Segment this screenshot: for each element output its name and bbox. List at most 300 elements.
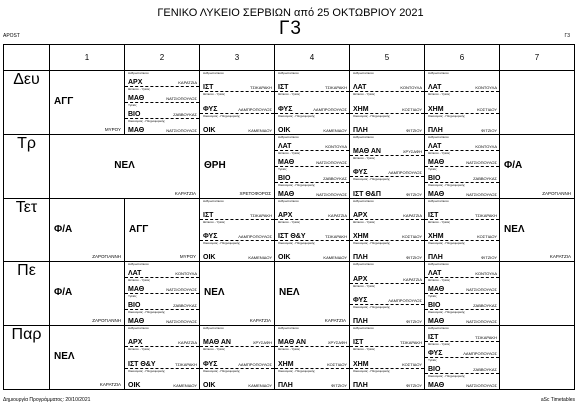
teacher-label: ΤΣΙΚΑΡΑΚΗ	[175, 361, 197, 367]
day-row	[4, 134, 575, 198]
group-label: Θετικών - Υγείας	[428, 150, 450, 155]
group-label: Οικονομίας - Πληροφορικής	[428, 113, 465, 118]
group-line	[200, 92, 274, 113]
teacher-label: ΚΑΡΑΤΖΙΑ	[403, 212, 422, 218]
group-label: Ανθρωπιστικών	[353, 262, 374, 267]
teacher-label: ΚΟΣΤΙΔΟΥ	[327, 361, 347, 367]
single-lesson	[125, 199, 199, 262]
split-lesson	[425, 135, 499, 198]
day-row	[4, 71, 575, 135]
group-line	[125, 103, 199, 119]
teacher-label: ΚΑΡΑΤΖΙΑ	[178, 79, 197, 85]
split-lesson	[125, 326, 199, 389]
single-lesson	[50, 199, 124, 262]
day-row	[4, 262, 575, 326]
group-line	[125, 71, 199, 87]
period-header: 5	[350, 45, 425, 71]
teacher-label: ΚΟΝΤΟΥΛΑ	[475, 271, 497, 277]
single-lesson	[275, 262, 349, 325]
subject-label: ΧΗΜ	[353, 233, 369, 241]
group-label: Ανθρωπιστικών	[128, 262, 149, 267]
teacher-label: ΖΑΒΒΟΥΚΑΣ	[473, 303, 497, 309]
group-line	[275, 92, 349, 113]
group-label: Οικονομίας - Πληροφορικής	[278, 182, 315, 187]
teacher-label: ΚΟΣΤΙΔΟΥ	[477, 106, 497, 112]
teacher-label: ΝΑΤΣΙΟΠΟΥΛΟΣ	[166, 95, 197, 101]
teacher-label: ΧΡΥΣΑΦΗ	[252, 340, 272, 346]
lesson-cell[interactable]	[50, 198, 125, 262]
group-label: Υγείας	[428, 166, 437, 171]
subject-label: ΟΙΚ	[203, 126, 216, 134]
teacher-label: ΚΑΜΕΝΙΔΟΥ	[248, 255, 272, 261]
group-label: Οικονομίας - Πληροφορικής	[353, 304, 390, 309]
teacher-label: ΦΙΤΖΙΟΥ	[481, 255, 497, 261]
teacher-label: ΚΑΜΕΝΙΔΟΥ	[323, 255, 347, 261]
subject-label: ΦΥΣ	[203, 105, 218, 113]
group-line	[425, 358, 499, 374]
teacher-label: ΛΑΜΠΡΟΠΟΥΛΟΣ	[238, 234, 272, 240]
group-label: Υγείας	[278, 166, 287, 171]
teacher-label: ΝΑΤΣΙΟΠΟΥΛΟΣ	[466, 191, 497, 197]
teacher-label: ΝΑΤΣΙΟΠΟΥΛΟΣ	[166, 319, 197, 325]
subject-label: ΦΥΣ	[203, 233, 218, 241]
teacher-label: ΛΑΜΠΡΟΠΟΥΛΟΣ	[313, 106, 347, 112]
teacher-label: ΛΑΜΠΡΟΠΟΥΛΟΣ	[238, 361, 272, 367]
top-left-label: APOST	[3, 33, 20, 39]
group-label: Θετικών - Υγείας	[278, 92, 300, 97]
teacher-label: ΖΑΒΒΟΥΚΑΣ	[473, 175, 497, 181]
teacher-label: ΚΑΜΕΝΙΔΟΥ	[323, 127, 347, 133]
lesson-cell[interactable]	[50, 71, 125, 135]
class-title: Γ3	[278, 18, 303, 39]
group-label: Θετικών - Υγείας	[128, 347, 150, 352]
split-lesson	[275, 135, 349, 198]
subject-label: ΠΛΗ	[428, 254, 443, 262]
empty-cell	[500, 326, 575, 390]
subject-label: ΦΥΣ	[353, 169, 368, 177]
single-lesson	[200, 262, 274, 325]
lesson-cell[interactable]	[425, 198, 500, 262]
subject-label: ΜΑΘ	[128, 318, 145, 326]
group-line	[125, 347, 199, 368]
subject-label: Φ/Α	[504, 159, 523, 171]
group-line	[125, 310, 199, 325]
teacher-label: ΧΡΕΤΟΦΟΡΟΣ	[239, 190, 271, 196]
teacher-label: ΖΑΡΟΓΙΑΝΝΗ	[92, 254, 121, 260]
lesson-cell[interactable]	[275, 326, 350, 390]
group-label: Ανθρωπιστικών	[353, 198, 374, 203]
group-line	[425, 278, 499, 294]
teacher-label: ΚΟΝΤΟΥΛΑ	[475, 143, 497, 149]
group-label: Οικονομίας - Πληροφορικής	[128, 118, 165, 123]
lesson-cell[interactable]	[125, 326, 200, 390]
subject-label: ΜΑΘ	[428, 382, 445, 389]
group-line	[425, 92, 499, 113]
teacher-label: ΦΙΤΖΙΟΥ	[406, 191, 422, 197]
group-label: Υγείας	[428, 358, 437, 363]
subject-label: ΛΑΤ	[128, 270, 142, 278]
group-label: Ανθρωπιστικών	[353, 71, 374, 75]
group-label: Ανθρωπιστικών	[278, 71, 299, 75]
group-line	[425, 135, 499, 151]
subject-label: ΧΗΜ	[428, 233, 444, 241]
group-line	[350, 347, 424, 368]
group-line	[125, 119, 199, 134]
group-line	[350, 262, 424, 283]
subject-label: ΦΥΣ	[203, 360, 218, 368]
split-lesson	[200, 326, 274, 389]
group-label: Θετικών - Υγείας	[278, 150, 300, 155]
subject-label: ΟΙΚ	[128, 381, 141, 389]
teacher-label: ΦΙΤΖΙΟΥ	[406, 319, 422, 325]
split-lesson	[350, 326, 424, 389]
teacher-label: ΖΑΡΟΓΙΑΝΝΗ	[542, 190, 571, 196]
subject-label: ΒΙΟ	[428, 302, 441, 310]
top-right-label: Γ3	[564, 33, 570, 39]
lesson-cell[interactable]	[200, 326, 275, 390]
teacher-label: ΝΑΤΣΙΟΠΟΥΛΟΣ	[316, 191, 347, 197]
subject-label: ΙΣΤ Θ&Υ	[278, 233, 306, 241]
period-header: 1	[50, 45, 125, 71]
footer-software: aSc Timetables	[540, 397, 575, 403]
period-header: 7	[500, 45, 575, 71]
teacher-label: ΝΑΤΣΙΟΠΟΥΛΟΣ	[166, 127, 197, 133]
lesson-cell[interactable]	[350, 71, 425, 135]
subject-label: ΒΙΟ	[428, 366, 441, 374]
teacher-label: ΚΟΣΤΙΔΟΥ	[477, 234, 497, 240]
lesson-cell[interactable]	[50, 134, 200, 198]
group-label: Ανθρωπιστικών	[278, 134, 299, 139]
group-label: Οικονομίας - Πληροφορικής	[428, 241, 465, 246]
teacher-label: ΖΑΒΒΟΥΚΑΣ	[173, 303, 197, 309]
teacher-label: ΚΑΡΑΤΖΙΑ	[178, 340, 197, 346]
teacher-label: ΦΙΤΖΙΟΥ	[406, 255, 422, 261]
day-label: Δευ	[4, 71, 50, 135]
school-title: ΓΕΝΙΚΟ ΛΥΚΕΙΟ ΣΕΡΒΙΩΝ από 25 ΟΚΤΩΒΡΙΟΥ 2021	[157, 7, 424, 19]
group-label: Ανθρωπιστικών	[353, 326, 374, 331]
teacher-label: ΚΟΣΤΙΔΟΥ	[402, 361, 422, 367]
group-label: Ανθρωπιστικών	[203, 71, 224, 75]
group-label: Ανθρωπιστικών	[428, 262, 449, 267]
lesson-cell[interactable]	[425, 71, 500, 135]
subject-label: ΠΛΗ	[353, 126, 368, 134]
teacher-label: ΛΑΜΠΡΟΠΟΥΛΟΣ	[463, 351, 497, 357]
group-line	[425, 310, 499, 325]
teacher-label: ΚΑΜΕΝΙΔΟΥ	[248, 127, 272, 133]
group-label: Ανθρωπιστικών	[428, 134, 449, 139]
subject-label: ΟΙΚ	[278, 126, 291, 134]
lesson-cell[interactable]	[500, 134, 575, 198]
group-label: Οικονομίας - Πληροφορικής	[428, 374, 465, 379]
teacher-label: ΚΟΝΤΟΥΛΑ	[400, 85, 422, 91]
subject-label: ΒΙΟ	[278, 174, 291, 182]
group-label: Ανθρωπιστικών	[203, 198, 224, 203]
lesson-cell[interactable]	[125, 71, 200, 135]
lesson-cell[interactable]	[500, 198, 575, 262]
lesson-cell[interactable]	[350, 198, 425, 262]
subject-label: ΛΑΤ	[278, 142, 292, 150]
group-line	[350, 177, 424, 197]
group-line	[350, 305, 424, 325]
group-label: Θετικών - Υγείας	[278, 347, 300, 352]
group-label: Ανθρωπιστικών	[278, 326, 299, 331]
subject-label: ΙΣΤ	[203, 84, 214, 92]
subject-label: ΝΕΛ	[279, 287, 300, 299]
single-lesson	[50, 262, 124, 325]
teacher-label: ΦΙΤΖΙΟΥ	[331, 382, 347, 388]
subject-label: Φ/Α	[54, 223, 73, 235]
group-label: Ανθρωπιστικών	[128, 71, 149, 75]
lesson-cell[interactable]	[50, 262, 125, 326]
subject-label: ΝΕΛ	[114, 159, 135, 171]
single-lesson	[500, 199, 574, 262]
teacher-label: ΚΑΡΑΤΖΙΑ	[403, 276, 422, 282]
subject-label: ΑΓΓ	[54, 96, 74, 107]
subject-label: ΜΑΘ	[428, 318, 445, 326]
group-line	[125, 87, 199, 103]
lesson-cell[interactable]	[200, 262, 275, 326]
group-line	[275, 114, 349, 134]
period-header: 2	[125, 45, 200, 71]
group-label: Θετικών - Υγείας	[353, 347, 375, 352]
group-line	[200, 241, 274, 261]
lesson-cell[interactable]	[350, 262, 425, 326]
group-label: Θετικών - Υγείας	[428, 278, 450, 283]
teacher-label: ΚΟΝΤΟΥΛΑ	[475, 85, 497, 91]
group-line	[275, 220, 349, 241]
lesson-cell[interactable]	[125, 198, 200, 262]
group-label: Θετικών - Υγείας	[428, 219, 450, 224]
teacher-label: ΚΑΡΑΤΖΙΑ	[249, 318, 271, 324]
teacher-label: ΝΑΤΣΙΟΠΟΥΛΟΣ	[466, 319, 497, 325]
day-label: Παρ	[4, 326, 50, 390]
teacher-label: ΖΑΒΒΟΥΚΑΣ	[473, 367, 497, 373]
teacher-label: ΚΟΝΤΟΥΛΑ	[175, 271, 197, 277]
subject-label: ΜΑΘ	[128, 94, 145, 102]
teacher-label: ΜΥΡΟΥ	[179, 254, 196, 260]
group-line	[200, 347, 274, 368]
group-label: Ανθρωπιστικών	[353, 134, 374, 139]
subject-label: ΒΙΟ	[428, 174, 441, 182]
teacher-label: ΚΟΝΤΟΥΛΑ	[325, 143, 347, 149]
teacher-label: ΚΑΡΑΤΖΙΑ	[549, 254, 571, 260]
teacher-label: ΦΙΤΖΙΟΥ	[481, 127, 497, 133]
lesson-cell[interactable]	[200, 71, 275, 135]
group-line	[425, 151, 499, 167]
group-line	[350, 369, 424, 389]
subject-label: ΑΡΧ	[128, 339, 143, 347]
footer-created: Δημιουργία Προγράμματος: 20/10/2021	[3, 397, 91, 403]
group-line	[425, 220, 499, 241]
subject-label: ΝΕΛ	[54, 351, 75, 363]
split-lesson	[125, 262, 199, 325]
teacher-label: ΚΑΜΕΝΙΔΟΥ	[173, 382, 197, 388]
group-line	[275, 135, 349, 151]
day-row	[4, 326, 575, 390]
group-label: Ανθρωπιστικών	[128, 326, 149, 331]
subject-label: ΑΓΓ	[129, 223, 149, 235]
subject-label: ΙΣΤ	[278, 84, 289, 92]
group-line	[350, 156, 424, 177]
period-header-row	[4, 45, 575, 71]
teacher-label: ΝΑΤΣΙΟΠΟΥΛΟΣ	[466, 383, 497, 388]
subject-label: ΙΣΤ	[203, 211, 214, 219]
teacher-label: ΤΣΙΚΑΡΑΚΗ	[250, 212, 272, 218]
group-line	[200, 114, 274, 134]
group-line	[350, 220, 424, 241]
subject-label: ΒΙΟ	[128, 302, 141, 310]
group-label: Ανθρωπιστικών	[278, 198, 299, 203]
lesson-cell[interactable]	[275, 198, 350, 262]
subject-label: ΠΛΗ	[278, 381, 293, 389]
teacher-label: ΦΙΤΖΙΟΥ	[406, 382, 422, 388]
group-line	[425, 262, 499, 278]
group-line	[425, 374, 499, 389]
subject-label: ΙΣΤ	[428, 211, 439, 219]
group-label: Ανθρωπιστικών	[428, 71, 449, 75]
split-lesson	[425, 262, 499, 325]
subject-label: ΜΑΘ	[428, 190, 445, 198]
split-lesson	[275, 326, 349, 389]
subject-label: ΑΡΧ	[353, 211, 368, 219]
subject-label: ΠΛΗ	[353, 254, 368, 262]
timetable-grid	[3, 44, 575, 390]
group-label: Οικονομίας - Πληροφορικής	[278, 113, 315, 118]
group-line	[275, 199, 349, 220]
teacher-label: ΛΑΜΠΡΟΠΟΥΛΟΣ	[238, 106, 272, 112]
subject-label: ΦΥΣ	[353, 296, 368, 304]
group-line	[350, 135, 424, 156]
lesson-cell[interactable]	[200, 198, 275, 262]
lesson-cell[interactable]	[350, 326, 425, 390]
group-label: Θετικών - Υγείας	[128, 86, 150, 91]
day-label: Πε	[4, 262, 50, 326]
group-line	[350, 326, 424, 347]
subject-label: ΛΑΤ	[428, 142, 442, 150]
lesson-cell[interactable]	[275, 71, 350, 135]
lesson-cell[interactable]	[425, 262, 500, 326]
lesson-cell[interactable]	[350, 134, 425, 198]
group-line	[275, 347, 349, 368]
teacher-label: ΦΙΤΖΙΟΥ	[406, 127, 422, 133]
split-lesson	[200, 71, 274, 134]
split-lesson	[350, 199, 424, 262]
teacher-label: ΤΣΙΚΑΡΑΚΗ	[250, 85, 272, 91]
teacher-label: ΚΑΡΑΤΖΙΑ	[174, 190, 196, 196]
empty-cell	[500, 262, 575, 326]
subject-label: ΜΑΘ ΑΝ	[203, 339, 231, 347]
lesson-cell[interactable]	[275, 262, 350, 326]
lesson-cell[interactable]	[275, 134, 350, 198]
group-label: Θετικών - Υγείας	[203, 347, 225, 352]
teacher-label: ΛΑΜΠΡΟΠΟΥΛΟΣ	[388, 297, 422, 303]
subject-label: ΧΗΜ	[428, 105, 444, 113]
subject-label: ΧΗΜ	[353, 105, 369, 113]
group-label: Ανθρωπιστικών	[203, 326, 224, 331]
group-line	[350, 114, 424, 134]
teacher-label: ΧΡΥΣΑΦΗ	[402, 149, 422, 155]
teacher-label: ΧΡΥΣΑΦΗ	[327, 340, 347, 346]
subject-label: ΜΑΘ ΑΝ	[353, 148, 381, 156]
group-label: Θετικών - Υγείας	[428, 342, 450, 347]
group-line	[275, 151, 349, 167]
teacher-label: ΤΣΙΚΑΡΑΚΗ	[400, 340, 422, 346]
day-label: Τρ	[4, 134, 50, 198]
group-label: Οικονομίας - Πληροφορικής	[128, 310, 165, 315]
group-label: Θετικών - Υγείας	[203, 219, 225, 224]
teacher-label: ΝΑΤΣΙΟΠΟΥΛΟΣ	[466, 287, 497, 293]
group-line	[275, 241, 349, 261]
subject-label: ΛΑΤ	[428, 270, 442, 278]
group-line	[425, 294, 499, 310]
group-line	[425, 71, 499, 92]
corner-cell	[4, 45, 50, 71]
group-line	[350, 284, 424, 305]
subject-label: ΘΡΗ	[204, 159, 226, 171]
day-label: Τετ	[4, 198, 50, 262]
group-line	[200, 199, 274, 220]
subject-label: ΜΑΘ	[128, 126, 145, 134]
lesson-cell[interactable]	[200, 134, 275, 198]
subject-label: ΧΗΜ	[278, 360, 294, 368]
teacher-label: ΝΑΤΣΙΟΠΟΥΛΟΣ	[466, 159, 497, 165]
group-line	[275, 183, 349, 198]
group-line	[275, 167, 349, 183]
group-line	[425, 199, 499, 220]
group-label: Οικονομίας - Πληροφορικής	[128, 368, 165, 373]
group-label: Θετικών - Υγείας	[128, 278, 150, 283]
lesson-cell[interactable]	[425, 326, 500, 390]
subject-label: ΦΥΣ	[278, 105, 293, 113]
subject-label: ΒΙΟ	[128, 110, 141, 118]
group-label: Ανθρωπιστικών	[428, 326, 449, 331]
group-line	[125, 326, 199, 347]
lesson-cell[interactable]	[425, 134, 500, 198]
subject-label: ΙΣΤ	[428, 334, 439, 342]
subject-label: ΑΡΧ	[128, 78, 143, 86]
teacher-label: ΤΣΙΚΑΡΑΚΗ	[475, 335, 497, 341]
single-lesson	[50, 71, 124, 134]
lesson-cell[interactable]	[50, 326, 125, 390]
subject-label: ΟΙΚ	[203, 381, 216, 389]
group-line	[275, 369, 349, 389]
empty-cell	[500, 71, 575, 135]
group-label: Υγείας	[428, 294, 437, 299]
group-label: Οικονομίας - Πληροφορικής	[428, 182, 465, 187]
subject-label: Φ/Α	[54, 287, 73, 299]
teacher-label: ΝΑΤΣΙΟΠΟΥΛΟΣ	[316, 159, 347, 165]
group-label: Θετικών - Υγείας	[428, 92, 450, 97]
teacher-label: ΚΟΣΤΙΔΟΥ	[402, 106, 422, 112]
teacher-label: ΜΥΡΟΥ	[104, 126, 121, 132]
lesson-cell[interactable]	[125, 262, 200, 326]
teacher-label: ΖΑΒΒΟΥΚΑΣ	[323, 175, 347, 181]
group-label: Οικονομίας - Πληροφορικής	[203, 241, 240, 246]
split-lesson	[200, 199, 274, 262]
split-lesson	[350, 262, 424, 325]
group-label: Οικονομίας - Πληροφορικής	[203, 368, 240, 373]
teacher-label: ΚΑΜΕΝΙΔΟΥ	[248, 382, 272, 388]
teacher-label: ΤΣΙΚΑΡΑΚΗ	[325, 234, 347, 240]
group-line	[350, 199, 424, 220]
teacher-label: ΖΑΡΟΓΙΑΝΝΗ	[92, 318, 121, 324]
subject-label: ΜΑΘ ΑΝ	[278, 339, 306, 347]
group-label: Οικονομίας - Πληροφορικής	[353, 368, 390, 373]
day-row	[4, 198, 575, 262]
group-line	[425, 342, 499, 358]
subject-label: ΑΡΧ	[278, 211, 293, 219]
group-line	[200, 220, 274, 241]
